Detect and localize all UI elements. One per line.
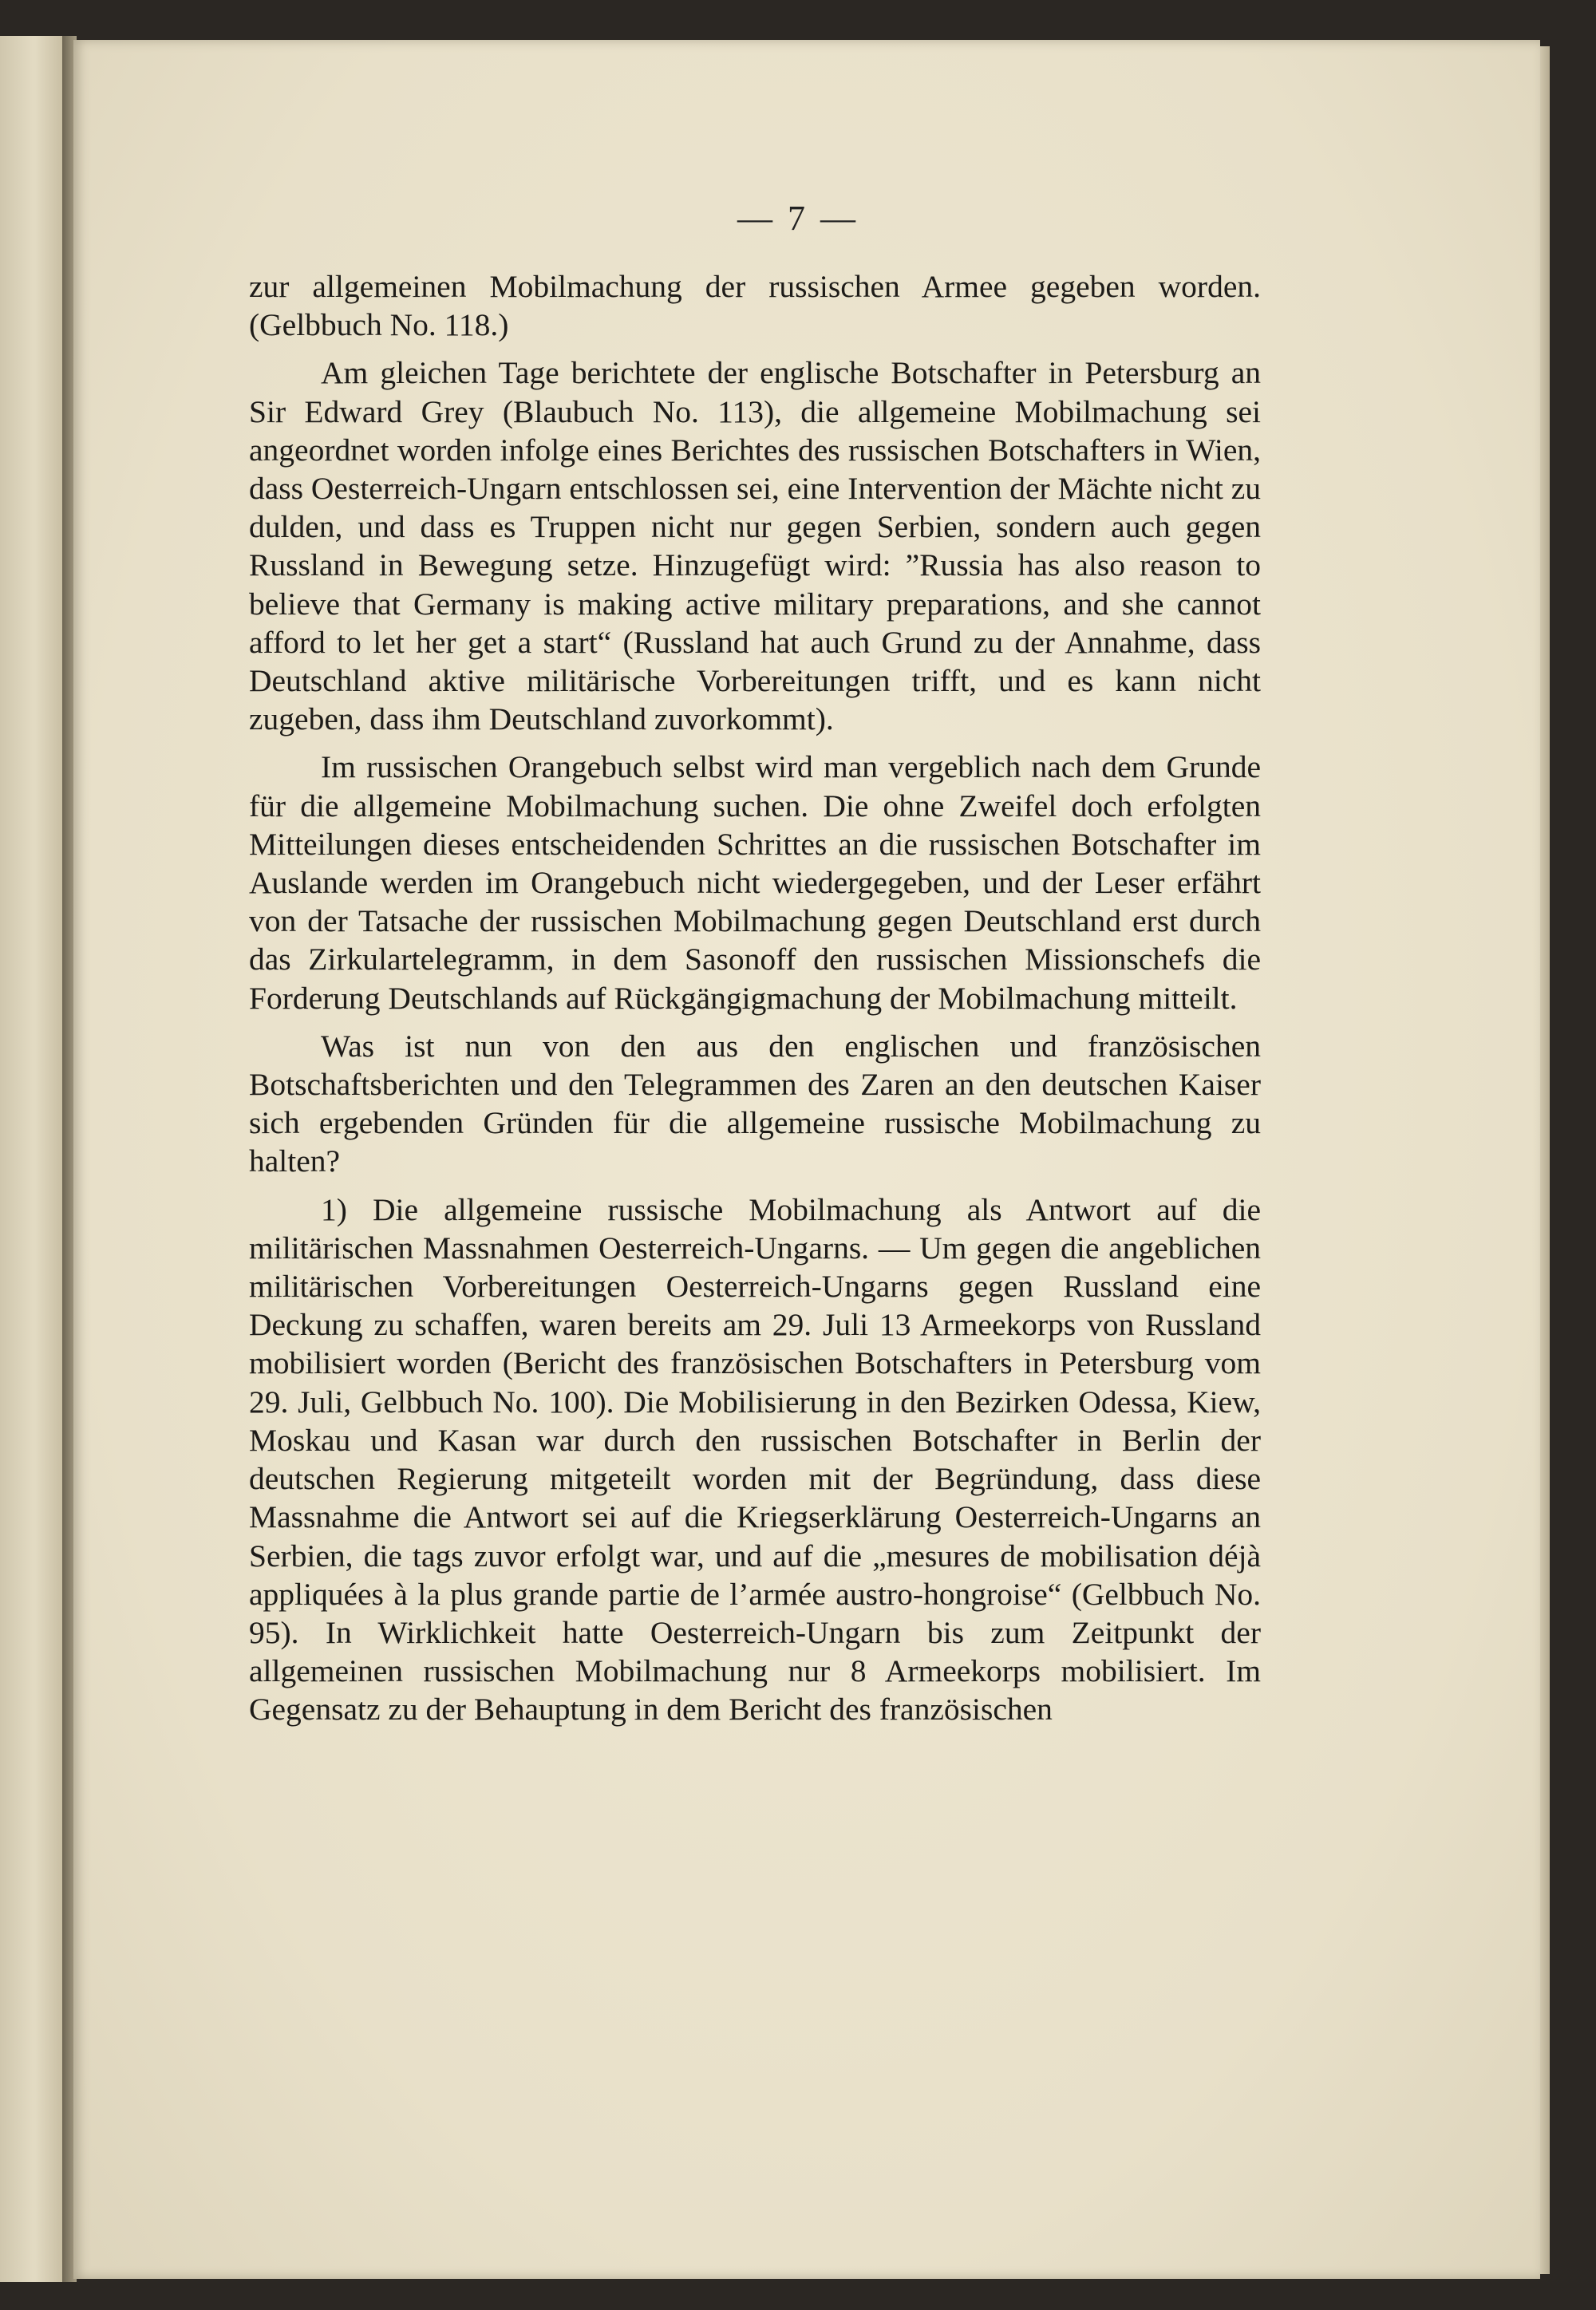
previous-page-edge (0, 36, 64, 2282)
page-number: — 7 — (737, 199, 859, 238)
paragraph-english-ambassador-report: Am gleichen Tage berichtete der englische Botschafter in Petersburg an Sir Edward Grey (Blaubuch No. 113), die allgemeine Mobilmachung sei angeordnet worden infolge eines Berichtes des russischen Botschafters in Wien, dass Oesterreich-Ungarn entschlossen sei, eine Intervention der Mächte nicht zu dulden, und dass es Truppen nicht nur gegen Serbien, sondern auch gegen Russland in Bewegung setze. Hinzugefügt wird: ”Russia has also reason to believe that Germany is making active military preparations, and she cannot afford to let her get a start“ (Russland hat auch Grund zu der Annahme, dass Deutschland aktive militärische Vorbereitungen trifft, und es kann nicht zugeben, dass ihm Deutschland zuvorkommt). (249, 355, 1261, 737)
page-body-text (249, 267, 1261, 1739)
paragraph-orange-book: Im russischen Orangebuch selbst wird man vergeblich nach dem Grunde für die allgemeine Mobilmachung suchen. Die ohne Zweifel doch erfolgten Mitteilungen dieses entscheidenden Schrittes an die russischen Botschafter im Auslande werden im Orangebuch nicht wiedergegeben, und der Leser erfährt von der Tatsache der russischen Mobilmachung gegen Deutschland erst durch das Zirkulartelegramm, in dem Sasonoff den russischen Missionschefs die Forderung Deutschlands auf Rückgängigmachung der Mobilmachung mitteilt. (249, 749, 1261, 1016)
paragraph-question: Was ist nun von den aus den englischen und französischen Botschaftsberichten und den Telegrammen des Zaren an den deutschen Kaiser sich ergebenden Gründen für die allgemeine russische Mobilmachung zu halten? (249, 1028, 1261, 1179)
page-right-edge (1540, 46, 1550, 2274)
paragraph-point-one: 1) Die allgemeine russische Mobilmachung als Antwort auf die militärischen Massnahmen Oesterreich-Ungarns. — Um gegen die angeblichen militärischen Vorbereitungen Oesterreich-Ungarns gegen Russland eine Deckung zu schaffen, waren bereits am 29. Juli 13 Armeekorps von Russland mobilisiert worden (Bericht des französischen Botschafters in Petersburg vom 29. Juli, Gelbbuch No. 100). Die Mobilisierung in den Bezirken Odessa, Kiew, Moskau und Kasan war durch den russischen Botschafter in Berlin der deutschen Regierung mitgeteilt worden mit der Begründung, dass diese Massnahme die Antwort sei auf die Kriegserklärung Oesterreich-Ungarns an Serbien, die tags zuvor erfolgt war, und auf die „mesures de mobilisation déjà appliquées à la plus grande partie de l’armée austro-hongroise“ (Gelbbuch No. 95). In Wirklichkeit hatte Oesterreich-Ungarn bis zum Zeitpunkt der allgemeinen russischen Mobilmachung nur 8 Armeekorps mobilisiert. Im Gegensatz zu der Behauptung in dem Bericht des französischen (249, 1191, 1261, 1728)
paragraph-continuation: zur allgemeinen Mobilmachung der russischen Armee gegeben worden. (Gelbbuch No. 118.) (249, 269, 1261, 343)
